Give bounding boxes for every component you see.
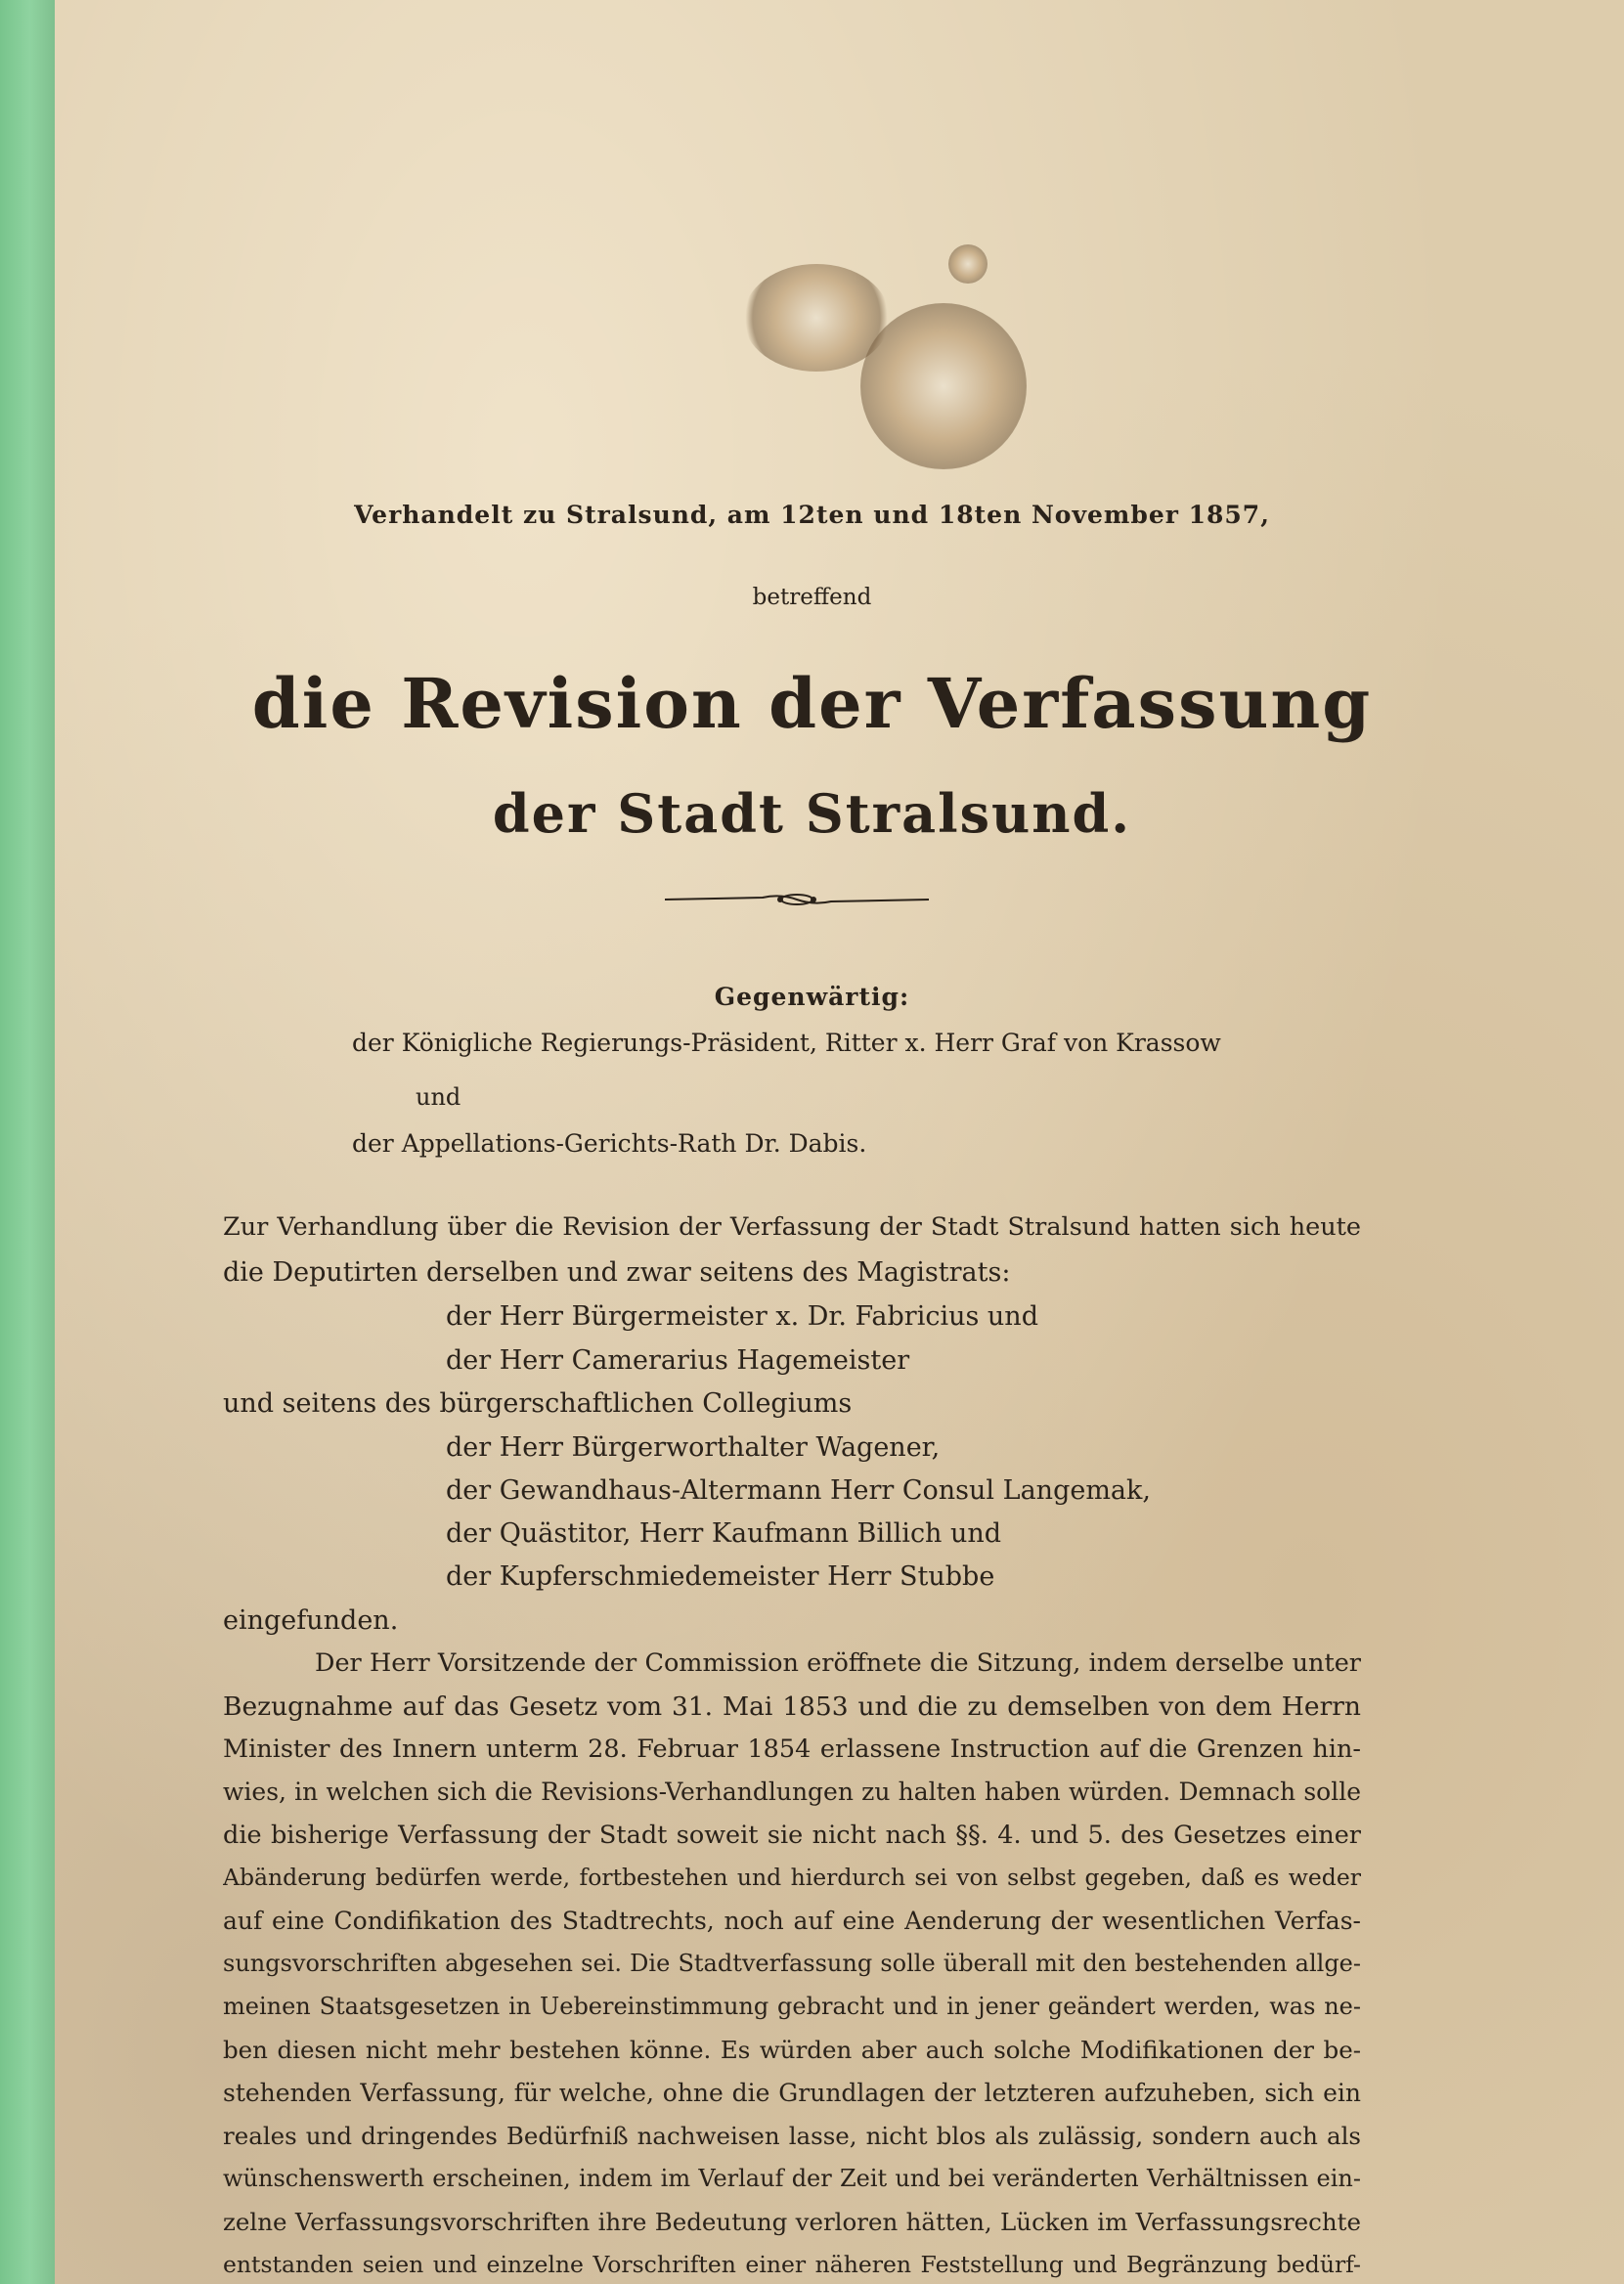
collegium-3: der Quästitor, Herr Kaufmann Billich und: [446, 1518, 1002, 1549]
paragraph-line: Abänderung bedürfen werde, fortbestehen und hierdurch sei von selbst gegeben, daß es weder: [223, 1864, 1361, 1891]
ornamental-divider: [665, 892, 929, 907]
document-subtitle: der Stadt Stralsund.: [492, 782, 1132, 845]
paragraph-line: zelne Verfassungsvorschriften ihre Bedeutung verloren hätten, Lücken im Verfassungsrechte: [223, 2208, 1361, 2236]
deputies-end: eingefunden.: [223, 1605, 399, 1636]
paragraph-line: wünschenswerth erscheinen, indem im Verlauf der Zeit und bei veränderten Verhältnissen ein-: [223, 2165, 1361, 2192]
collegium-4: der Kupferschmiedemeister Herr Stubbe: [446, 1561, 995, 1592]
header-line-1: Verhandelt zu Stralsund, am 12ten und 18ten November 1857,: [354, 501, 1270, 529]
present-person-1: der Königliche Regierungs-Präsident, Ritter x. Herr Graf von Krassow: [352, 1029, 1221, 1057]
deputies-intro-1: Zur Verhandlung über die Revision der Verfassung der Stadt Stralsund hatten sich heute: [223, 1212, 1361, 1242]
paragraph-line: Bezugnahme auf das Gesetz vom 31. Mai 1853 und die zu demselben von dem Herrn: [223, 1691, 1361, 1722]
paragraph-line: stehenden Verfassung, für welche, ohne die Grundlagen der letzteren aufzuheben, sich ein: [223, 2079, 1361, 2107]
paragraph-line: wies, in welchen sich die Revisions-Verhandlungen zu halten haben würden. Demnach solle: [223, 1778, 1361, 1806]
paragraph-line: Der Herr Vorsitzende der Commission eröffnete die Sitzung, indem derselbe unter: [315, 1648, 1361, 1678]
paragraph-line: ben diesen nicht mehr bestehen könne. Es würden aber auch solche Modifikationen der be-: [223, 2036, 1361, 2064]
header-line-2: betreffend: [752, 585, 872, 610]
paragraph-line: sungsvorschriften abgesehen sei. Die Stadtverfassung solle überall mit den bestehenden allge-: [223, 1950, 1361, 1977]
paragraph-line: die bisherige Verfassung der Stadt soweit sie nicht nach §§. 4. und 5. des Gesetzes einer: [223, 1821, 1361, 1850]
magistrate-1: der Herr Bürgermeister x. Dr. Fabricius und: [446, 1301, 1038, 1332]
document-title: die Revision der Verfassung: [251, 663, 1373, 744]
magistrate-2: der Herr Camerarius Hagemeister: [446, 1345, 910, 1376]
water-stain: [724, 244, 1056, 479]
present-label: Gegenwärtig:: [714, 983, 910, 1011]
paragraph-line: reales und dringendes Bedürfniß nachweisen lasse, nicht blos als zulässig, sondern auch als: [223, 2122, 1361, 2150]
paragraph-line: meinen Staatsgesetzen in Uebereinstimmung gebracht und in jener geändert werden, was ne-: [223, 1993, 1361, 2020]
present-und: und: [416, 1083, 461, 1111]
paragraph-line: Minister des Innern unterm 28. Februar 1854 erlassene Instruction auf die Grenzen hin-: [223, 1735, 1361, 1764]
present-person-2: der Appellations-Gerichts-Rath Dr. Dabis.: [352, 1129, 867, 1158]
paragraph-line: auf eine Condifikation des Stadtrechts, noch auf eine Aenderung der wesentlichen Verfas-: [223, 1907, 1361, 1935]
collegium-2: der Gewandhaus-Altermann Herr Consul Langemak,: [446, 1475, 1151, 1506]
paragraph-line: entstanden seien und einzelne Vorschriften einer näheren Feststellung und Begränzung bedürf-: [223, 2251, 1361, 2278]
collegium-intro: und seitens des bürgerschaftlichen Collegiums: [223, 1388, 853, 1419]
binding-strip: [0, 0, 55, 2284]
deputies-intro-2: die Deputirten derselben und zwar seitens des Magistrats:: [223, 1257, 1011, 1288]
collegium-1: der Herr Bürgerworthalter Wagener,: [446, 1432, 941, 1463]
